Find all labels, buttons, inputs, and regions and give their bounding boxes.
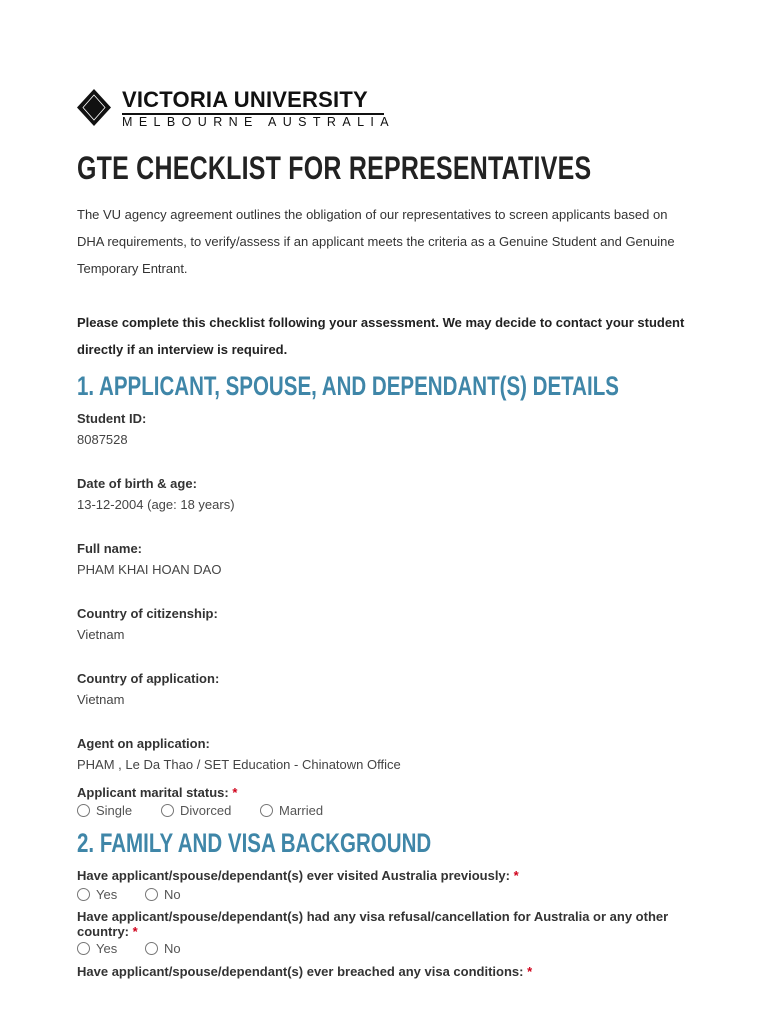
radio-married[interactable] xyxy=(260,803,323,818)
field-value: 13-12-2004 (age: 18 years) xyxy=(77,497,235,512)
radio-yes[interactable] xyxy=(77,941,117,956)
required-marker: * xyxy=(132,924,138,939)
field-value: 8087528 xyxy=(77,432,128,447)
field-label: Country of application: xyxy=(77,671,220,686)
question-label: Have applicant/spouse/dependant(s) had any visa refusal/cancellation for Australia or any other country: xyxy=(77,909,669,939)
radio-divorced[interactable] xyxy=(161,803,231,818)
option-label: Married xyxy=(279,803,324,818)
visa-refusal-question xyxy=(77,909,697,939)
field-full-name xyxy=(77,541,221,578)
university-logo xyxy=(77,88,397,132)
field-date-of-birth xyxy=(77,476,235,513)
radio-yes[interactable] xyxy=(77,887,117,902)
field-label: Country of citizenship: xyxy=(77,606,218,621)
marital-status-question xyxy=(77,785,697,800)
visa-breach-question xyxy=(77,964,697,979)
radio-circle-icon[interactable] xyxy=(145,942,158,955)
option-label: Yes xyxy=(96,887,118,902)
intro-paragraph: The VU agency agreement outlines the obligation of our representatives to screen applicants based on DHA requirements, to verify/assess if an applicant meets the criteria as a Genuine Student and Genuine Temporary Entrant. xyxy=(77,207,675,276)
radio-circle-icon[interactable] xyxy=(161,804,174,817)
field-value: PHAM , Le Da Thao / SET Education - Chinatown Office xyxy=(77,757,401,772)
field-country-of-application xyxy=(77,671,219,708)
field-label: Date of birth & age: xyxy=(77,476,197,491)
field-label: Full name: xyxy=(77,541,143,556)
logo-name: VICTORIA UNIVERSITY xyxy=(122,87,368,112)
required-marker: * xyxy=(527,964,533,979)
radio-circle-icon[interactable] xyxy=(77,804,90,817)
question-label: Have applicant/spouse/dependant(s) ever visited Australia previously: xyxy=(77,868,510,883)
required-marker: * xyxy=(232,785,238,800)
logo-subtitle: MELBOURNE AUSTRALIA xyxy=(122,115,396,129)
required-marker: * xyxy=(513,868,519,883)
field-value: PHAM KHAI HOAN DAO xyxy=(77,562,222,577)
visited-australia-question xyxy=(77,868,697,883)
radio-circle-icon[interactable] xyxy=(77,888,90,901)
option-label: Yes xyxy=(96,941,118,956)
field-label: Agent on application: xyxy=(77,736,210,751)
field-agent-on-application xyxy=(77,736,401,773)
diamond-logo-icon xyxy=(77,89,111,126)
option-label: Divorced xyxy=(180,803,232,818)
question-label: Applicant marital status: xyxy=(77,785,229,800)
section-1-heading: 1. APPLICANT, SPOUSE, AND DEPENDANT(S) DETAILS xyxy=(77,371,619,401)
radio-no[interactable] xyxy=(145,887,181,902)
page-title: GTE CHECKLIST FOR REPRESENTATIVES xyxy=(77,150,592,186)
option-label: No xyxy=(164,941,181,956)
field-country-of-citizenship xyxy=(77,606,218,643)
radio-no[interactable] xyxy=(145,941,181,956)
section-2-heading: 2. FAMILY AND VISA BACKGROUND xyxy=(77,828,432,858)
field-label: Student ID: xyxy=(77,411,147,426)
field-student-id xyxy=(77,411,146,448)
question-label: Have applicant/spouse/dependant(s) ever breached any visa conditions: xyxy=(77,964,524,979)
radio-circle-icon[interactable] xyxy=(260,804,273,817)
option-label: No xyxy=(164,887,181,902)
instructions-paragraph: Please complete this checklist following your assessment. We may decide to contact your student directly if an interview is required. xyxy=(77,315,685,357)
radio-circle-icon[interactable] xyxy=(77,942,90,955)
radio-circle-icon[interactable] xyxy=(145,888,158,901)
field-value: Vietnam xyxy=(77,627,125,642)
radio-single[interactable] xyxy=(77,803,132,818)
option-label: Single xyxy=(96,803,133,818)
field-value: Vietnam xyxy=(77,692,125,707)
